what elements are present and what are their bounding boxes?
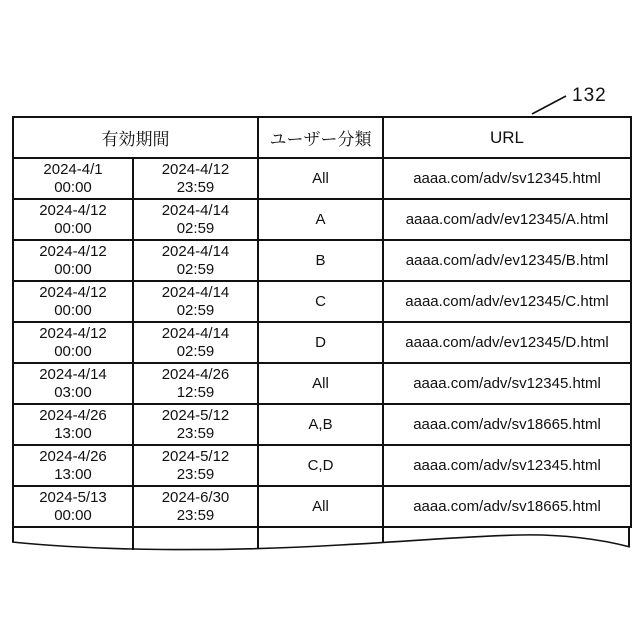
table-row [13,240,631,281]
user-category-cell: A,B [258,404,383,445]
start-datetime-cell [13,240,133,281]
end-time: 23:59 [176,424,215,442]
header-user-category: ユーザー分類 [258,117,383,158]
end-date: 2024-4/12 [161,160,230,178]
url-cell: aaaa.com/adv/ev12345/B.html [383,240,631,281]
start-date: 2024-4/12 [39,201,107,219]
end-date: 2024-5/12 [161,447,230,465]
start-time: 13:00 [54,424,92,442]
end-datetime-cell [133,363,258,404]
table-row [13,199,631,240]
start-time: 00:00 [54,219,92,237]
start-time: 00:00 [54,301,92,319]
end-time: 23:59 [176,465,215,483]
user-category-cell: B [258,240,383,281]
user-category-cell: C,D [258,445,383,486]
url-cell: aaaa.com/adv/sv18665.html [383,404,631,445]
table-body [13,158,631,527]
end-date: 2024-4/14 [161,242,230,260]
start-time: 03:00 [54,383,92,401]
start-date: 2024-4/1 [43,160,103,178]
url-cell: aaaa.com/adv/sv12345.html [383,158,631,199]
table-row [13,158,631,199]
end-time: 12:59 [176,383,215,401]
url-cell: aaaa.com/adv/sv12345.html [383,445,631,486]
start-date: 2024-4/26 [39,406,107,424]
end-datetime-cell [133,240,258,281]
table-row [13,404,631,445]
start-time: 00:00 [54,178,92,196]
start-datetime-cell [13,486,133,527]
torn-edge-wave [12,535,630,550]
start-date: 2024-4/12 [39,324,107,342]
header-url: URL [383,117,631,158]
start-date: 2024-5/13 [39,488,107,506]
end-datetime-cell [133,404,258,445]
end-date: 2024-4/14 [161,324,230,342]
end-date: 2024-4/26 [161,365,230,383]
end-datetime-cell [133,281,258,322]
url-schedule-table [12,116,632,528]
end-date: 2024-5/12 [161,406,230,424]
user-category-cell: All [258,158,383,199]
end-time: 02:59 [176,301,215,319]
table-row [13,486,631,527]
end-datetime-cell [133,486,258,527]
start-time: 13:00 [54,465,92,483]
start-datetime-cell [13,445,133,486]
user-category-cell: All [258,363,383,404]
end-time: 23:59 [176,506,215,524]
end-datetime-cell [133,199,258,240]
start-date: 2024-4/26 [39,447,107,465]
url-cell: aaaa.com/adv/sv18665.html [383,486,631,527]
start-time: 00:00 [54,342,92,360]
end-date: 2024-6/30 [161,488,230,506]
figure-reference-number: 132 [572,85,607,106]
end-time: 02:59 [176,219,215,237]
url-cell: aaaa.com/adv/ev12345/D.html [383,322,631,363]
start-datetime-cell [13,322,133,363]
user-category-cell: A [258,199,383,240]
url-cell: aaaa.com/adv/ev12345/A.html [383,199,631,240]
leader-line [532,96,566,114]
header-validity-period: 有効期間 [13,117,258,158]
table-row [13,281,631,322]
table-row [13,322,631,363]
start-datetime-cell [13,281,133,322]
start-datetime-cell [13,404,133,445]
start-date: 2024-4/12 [39,242,107,260]
end-datetime-cell [133,322,258,363]
end-time: 02:59 [176,342,215,360]
table-row [13,445,631,486]
start-datetime-cell [13,199,133,240]
end-datetime-cell [133,445,258,486]
url-cell: aaaa.com/adv/ev12345/C.html [383,281,631,322]
end-datetime-cell [133,158,258,199]
end-time: 02:59 [176,260,215,278]
start-date: 2024-4/14 [39,365,107,383]
user-category-cell: C [258,281,383,322]
user-category-cell: D [258,322,383,363]
start-datetime-cell [13,363,133,404]
url-cell: aaaa.com/adv/sv12345.html [383,363,631,404]
end-date: 2024-4/14 [161,201,230,219]
user-category-cell: All [258,486,383,527]
start-time: 00:00 [54,260,92,278]
table-row [13,363,631,404]
end-time: 23:59 [176,178,215,196]
end-date: 2024-4/14 [161,283,230,301]
start-datetime-cell [13,158,133,199]
start-date: 2024-4/12 [39,283,107,301]
start-time: 00:00 [54,506,92,524]
header-row [13,117,631,158]
